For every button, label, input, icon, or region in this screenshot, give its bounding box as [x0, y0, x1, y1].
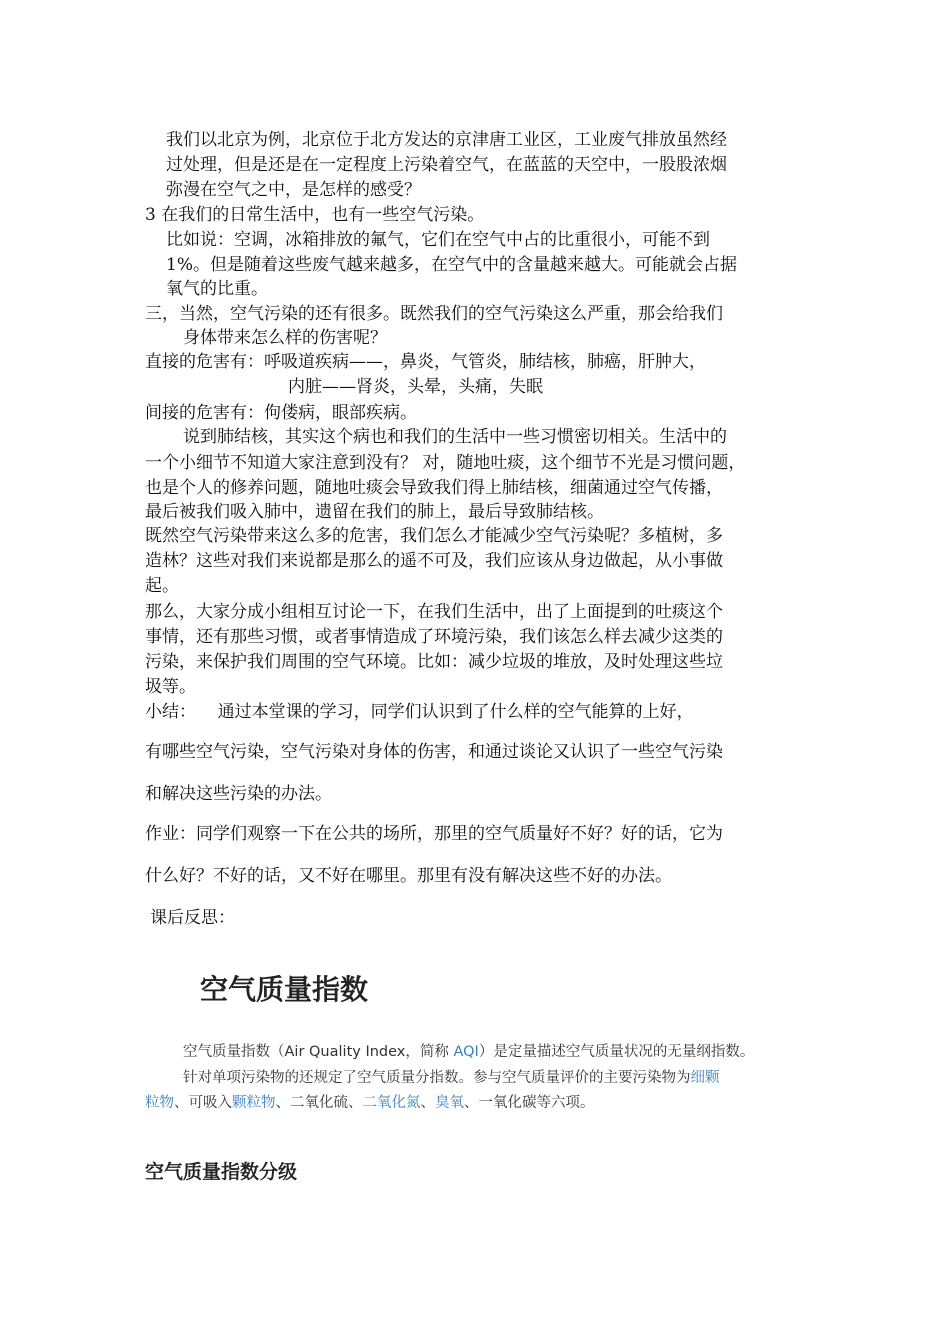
- paragraph-line: 3 在我们的日常生活中，也有一些空气污染。: [145, 205, 485, 225]
- paragraph-line: 弥漫在空气之中，是怎样的感受？: [166, 180, 421, 200]
- paragraph-line: 有哪些空气污染，空气污染对身体的伤害，和通过谈论又认识了一些空气污染: [145, 742, 723, 762]
- paragraph-line: 一个小细节不知道大家注意到没有？ 对，随地吐痰，这个细节不光是习惯问题，: [145, 453, 746, 473]
- text-span: 、可吸入: [174, 1095, 232, 1111]
- reflection-label: 课后反思：: [150, 908, 235, 928]
- particulate-link[interactable]: 颗粒物: [232, 1095, 276, 1111]
- paragraph-line: 既然空气污染带来这么多的危害，我们怎么才能减少空气污染呢？多植树，多: [145, 526, 723, 546]
- paragraph-line: 什么好？不好的话，又不好在哪里。那里有没有解决这些不好的办法。: [145, 866, 672, 886]
- paragraph-line: 氧气的比重。: [166, 279, 268, 299]
- paragraph-line: 过处理，但是还是在一定程度上污染着空气，在蓝蓝的天空中，一股股浓烟: [166, 155, 727, 175]
- ozone-link[interactable]: 臭氧: [435, 1095, 464, 1111]
- aqi-pollutants-line: [183, 1066, 720, 1090]
- text-span: 针对单项污染物的还规定了空气质量分指数。参与空气质量评价的主要污染物为: [183, 1070, 691, 1086]
- fine-particles-link[interactable]: 细颗: [690, 1070, 720, 1086]
- paragraph-line: 直接的危害有：呼吸道疾病——，鼻炎，气管炎，肺结核，肺癌，肝肿大，: [145, 352, 706, 372]
- summary-line: 小结： 通过本堂课的学习，同学们认识到了什么样的空气能算的上好，: [145, 702, 694, 722]
- paragraph-line: 三，当然，空气污染的还有很多。既然我们的空气污染这么严重，那会给我们: [145, 304, 723, 324]
- paragraph-line: 起。: [145, 576, 179, 596]
- paragraph-line: 圾等。: [145, 677, 196, 697]
- paragraph-line: 事情，还有那些习惯，或者事情造成了环境污染，我们该怎么样去减少这类的: [145, 627, 723, 647]
- paragraph-line: 身体带来怎么样的伤害呢？: [183, 328, 387, 348]
- text-span: 、: [420, 1095, 435, 1111]
- paragraph-line: 比如说：空调，冰箱排放的氟气，它们在空气中占的比重很小，可能不到: [166, 230, 710, 250]
- text-span: 、二氧化硫、: [275, 1095, 363, 1111]
- text-span: ）是定量描述空气质量状况的无量纲指数。: [478, 1044, 755, 1060]
- paragraph-line: 也是个人的修养问题，随地吐痰会导致我们得上肺结核，细菌通过空气传播，: [145, 478, 723, 498]
- aqi-grading-heading: 空气质量指数分级: [145, 1161, 298, 1183]
- homework-line: 作业：同学们观察一下在公共的场所，那里的空气质量好不好？好的话，它为: [145, 824, 723, 844]
- nitrogen-dioxide-link[interactable]: 二氧化氮: [362, 1095, 421, 1111]
- fine-particles-link-cont[interactable]: 粒物: [145, 1095, 174, 1111]
- paragraph-line: 造林？这些对我们来说都是那么的遥不可及，我们应该从身边做起，从小事做: [145, 551, 723, 571]
- paragraph-line: 1%。但是随着这些废气越来越多，在空气中的含量越来越大。可能就会占据: [166, 255, 737, 275]
- paragraph-line: 说到肺结核，其实这个病也和我们的生活中一些习惯密切相关。生活中的: [183, 427, 727, 447]
- paragraph-line: 内脏——肾炎，头晕，头痛，失眠: [288, 377, 543, 397]
- paragraph-line: 污染，来保护我们周围的空气环境。比如：减少垃圾的堆放，及时处理这些垃: [145, 652, 723, 672]
- aqi-definition-line: [183, 1040, 754, 1064]
- text-span: 空气质量指数（Air Quality Index，简称: [183, 1044, 454, 1060]
- aqi-title: 空气质量指数: [200, 973, 369, 1006]
- aqi-pollutants-line-2: [145, 1091, 595, 1115]
- paragraph-line: 间接的危害有：佝偻病，眼部疾病。: [145, 403, 417, 423]
- paragraph-line: 和解决这些污染的办法。: [145, 784, 332, 804]
- paragraph-line: 最后被我们吸入肺中，遗留在我们的肺上，最后导致肺结核。: [145, 502, 604, 522]
- text-span: 、一氧化碳等六项。: [464, 1095, 595, 1111]
- aqi-link[interactable]: AQI: [453, 1044, 479, 1060]
- paragraph-line: 那么，大家分成小组相互讨论一下，在我们生活中，出了上面提到的吐痰这个: [145, 602, 723, 622]
- paragraph-line: 我们以北京为例，北京位于北方发达的京津唐工业区，工业废气排放虽然经: [166, 130, 727, 150]
